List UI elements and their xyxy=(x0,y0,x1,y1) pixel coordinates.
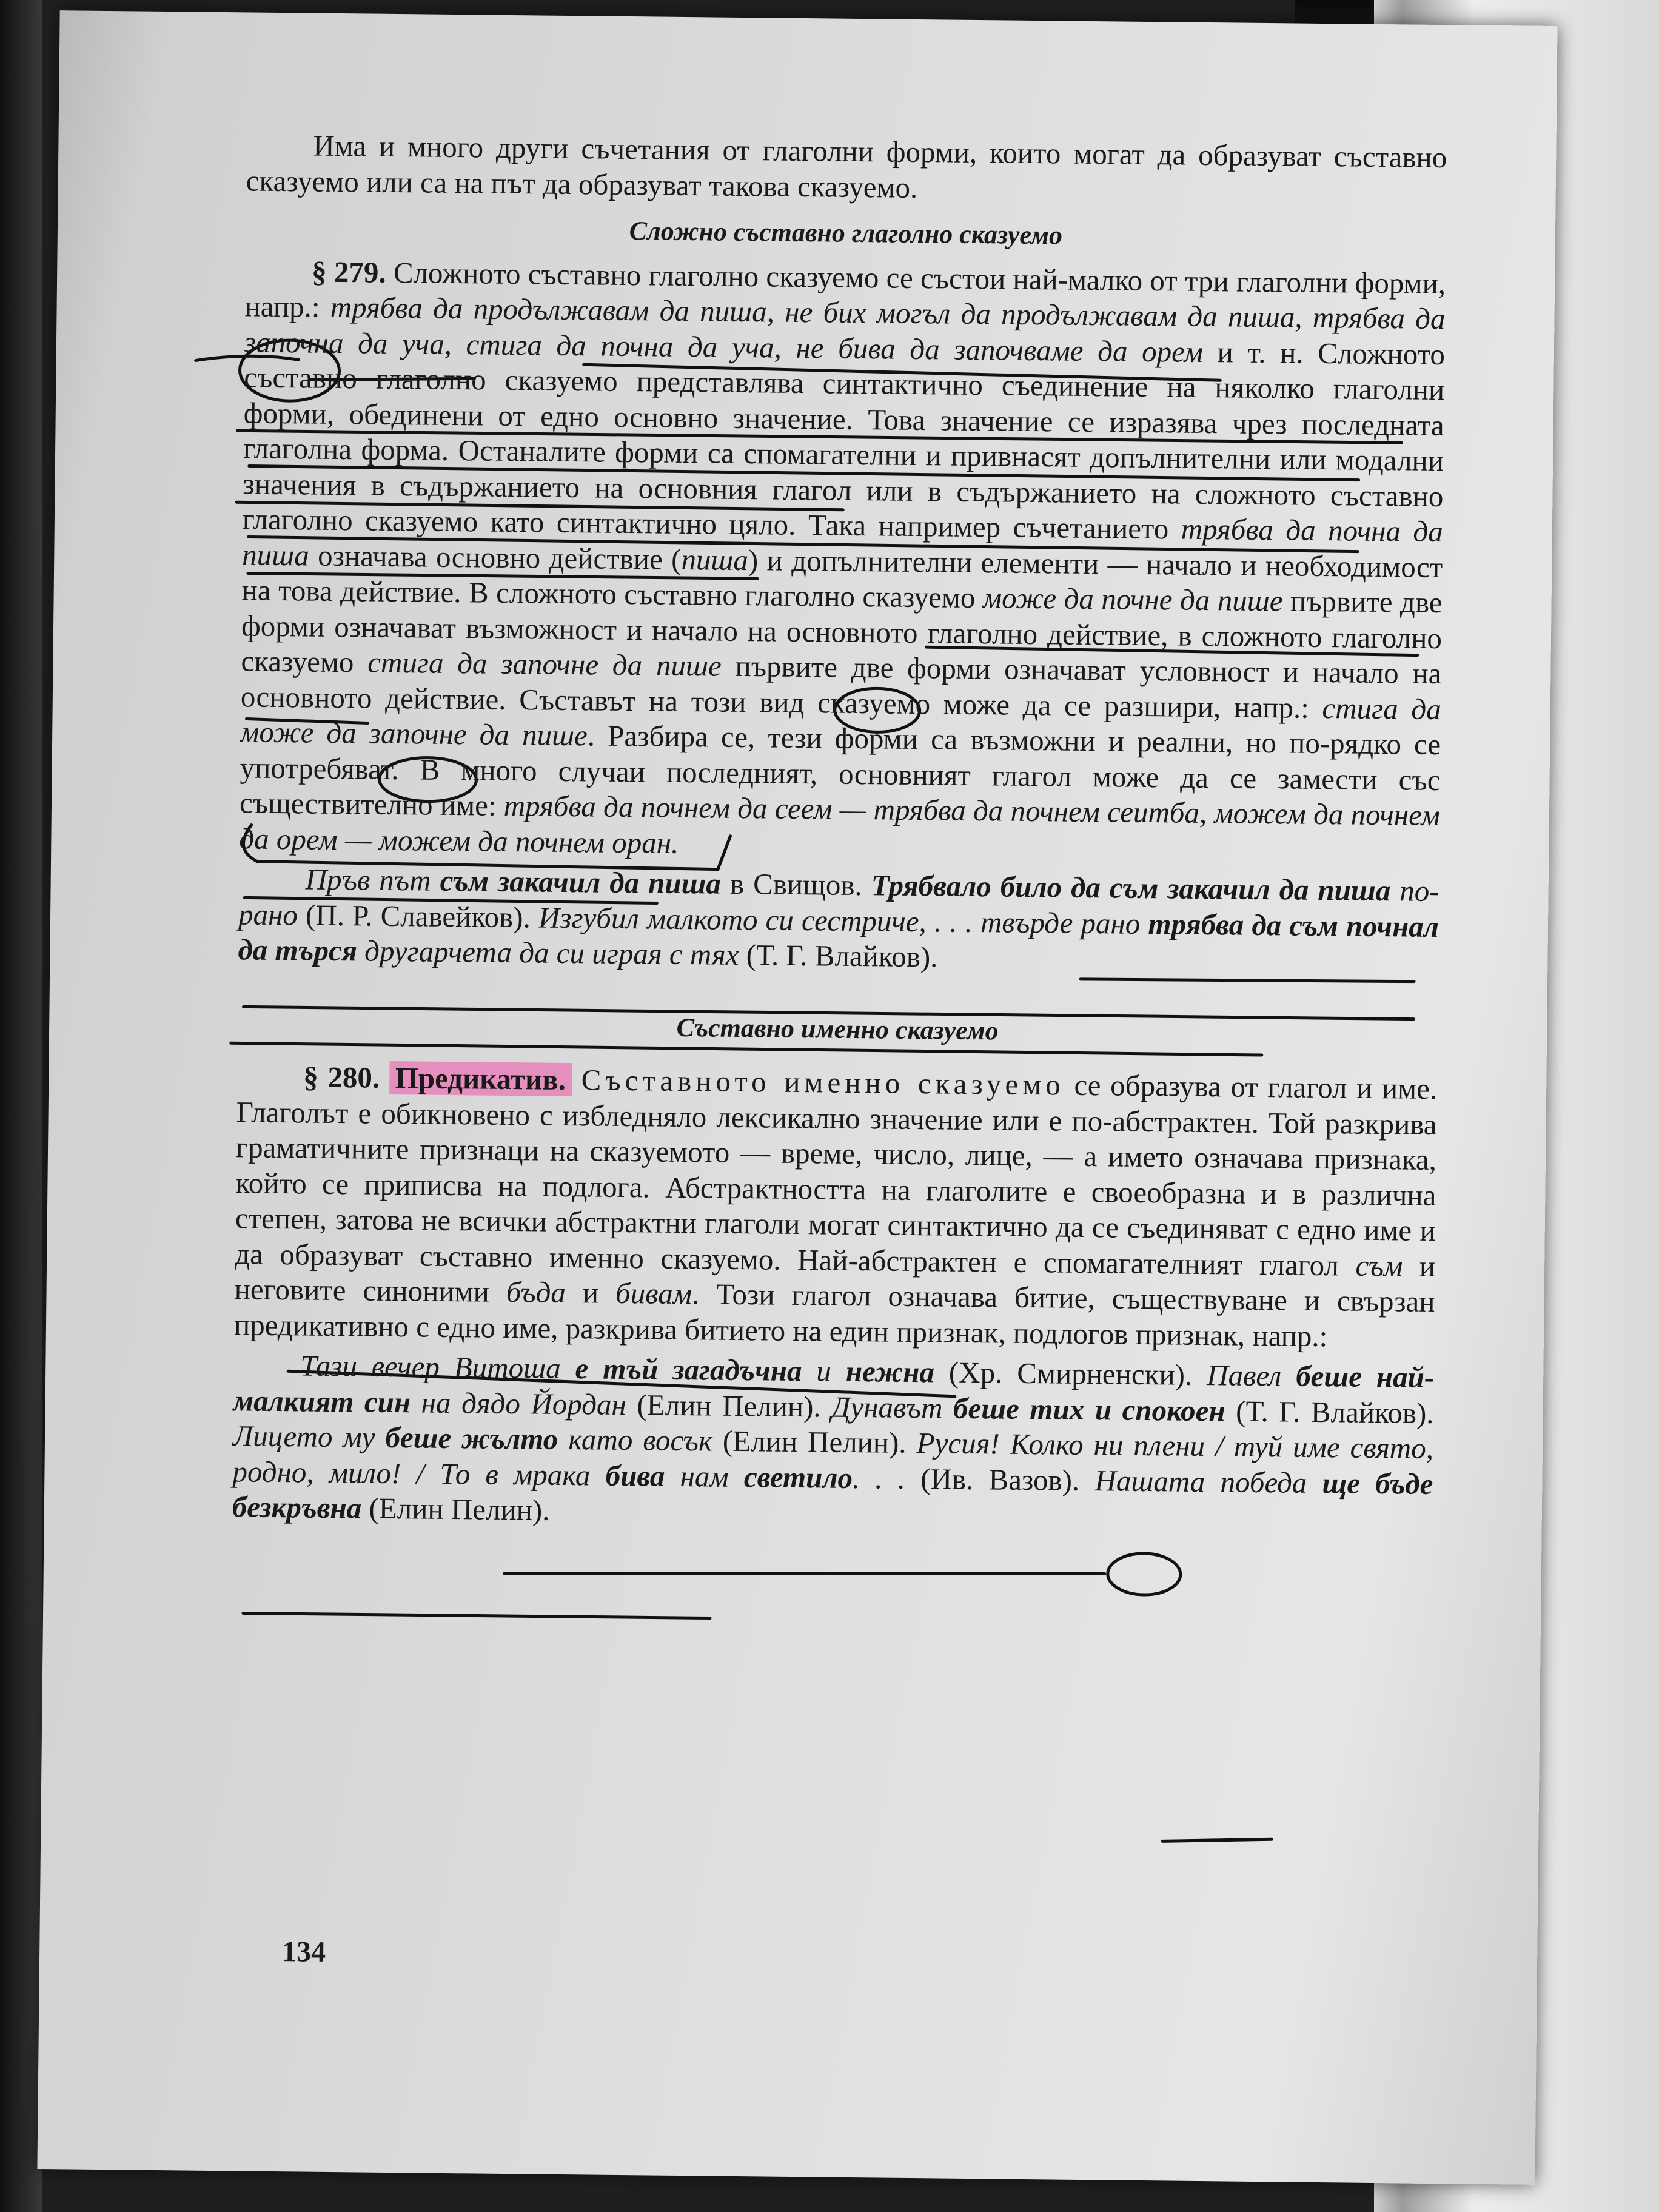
book-page xyxy=(37,10,1557,2185)
examples-279: Пръв път съм закачил да пиша в Свищов. Трябвало било да съм закачил да пиша по-рано (П. Р. Славейков). Изгубил малкото си сестриче, . . . твърде рано трябва да съм почнал да търся другарчета да си играя с тях (Т. Г. Влайков). xyxy=(238,862,1439,974)
circle-mark-sam xyxy=(1107,1553,1181,1595)
intro-paragraph: Има и много други съчетания от глаголни форми, които могат да образуват съставно сказуемо или са на път да образуват такова сказуемо. xyxy=(246,129,1447,204)
section-heading: Съставно именно сказуемо xyxy=(676,1012,999,1045)
paragraph-280: § 280. Предикатив. Съставното именно сказуемо се образува от глагол и име. Глаголът е обикновено с избледняло лексикално значение или е по-абстрактен. Той разкрива граматичните признаци на сказуемото — време, число, лице, — а името означава признака, който се приписва на подлога. Абстрактността на глаголите е своеобразна и в различна степен, затова не всички абстрактни глаголи могат синтактично да се съединяват с едно име и да образуват съставно именно сказуемо. Най-абстрактен е спомагателният глагол съм и неговите синоними бъда и бивам. Този глагол означава битие, съществуване и свързан предикативно с едно име, разкрива битието на един признак, подлогов признак, напр.: xyxy=(233,1060,1438,1353)
underline-mark xyxy=(243,1613,710,1618)
underline-mark xyxy=(504,1567,1105,1580)
section-number: § 280. xyxy=(303,1060,380,1094)
page-text xyxy=(232,127,1447,1537)
underline-mark xyxy=(1162,1838,1272,1842)
section-number: § 279. xyxy=(311,255,387,289)
highlighted-term: Предикатив. xyxy=(389,1061,572,1096)
section-heading: Сложно съставно глаголно сказуемо xyxy=(629,216,1063,250)
examples-280: Тази вечер Витоша е тъй загадъчна и нежна (Хр. Смирненски). Павел беше най-малкият син на дядо Йордан (Елин Пелин). Дунавът беше тих и спокоен (Т. Г. Влайков). Лицето му беше жълто като восък (Елин Пелин). Русия! Колко ни плени / туй име свято, родно, мило! / То в мрака бива нам светило. . . (Ив. Вазов). Нашата победа ще бъде безкръвна (Елин Пелин). xyxy=(232,1349,1435,1527)
page-number: 134 xyxy=(281,1936,326,1968)
paragraph-279: § 279. Сложното съставно глаголно сказуемо се състои най-малко от три глаголни форми, напр.: трябва да продължавам да пиша, не бих могъл да продължавам да пиша, трябва да започна да уча, стига да почна да уча, не бива да започваме да орем и т. н. Сложното съставно глаголно сказуемо представлява синтактично съединение на няколко глаголни форми, обединени от едно основно значение. Това значение се изразява чрез последната глаголна форма. Останалите форми са спомагателни и привнасят допълнителни или модални значения в съдържанието на основния глагол или в съдържанието на сложното съставно глаголно сказуемо като синтактично цяло. Така например съчетанието трябва да почна да пиша означава основно действие (пиша) и допълнителни елементи — начало и необходимост на това действие. В сложното съставно глаголно сказуемо може да почне да пише първите две форми означават възможност и начало на основното глаголно действие, в сложното глаголно сказуемо стига да започне да пише първите две форми означават условност и начало на основното действие. Съставът на този вид сказуемо може да се разшири, напр.: стига да може да започне да пише. Разбира се, тези форми са възможни и реални, но по-рядко се употребяват. В много случаи последният, основният глагол може да се замести със съществително име: трябва да почнем да сеем — трябва да почнем сеитба, можем да почнем да орем — можем да почнем оран. xyxy=(239,255,1446,860)
dark-background-left xyxy=(0,0,42,2212)
